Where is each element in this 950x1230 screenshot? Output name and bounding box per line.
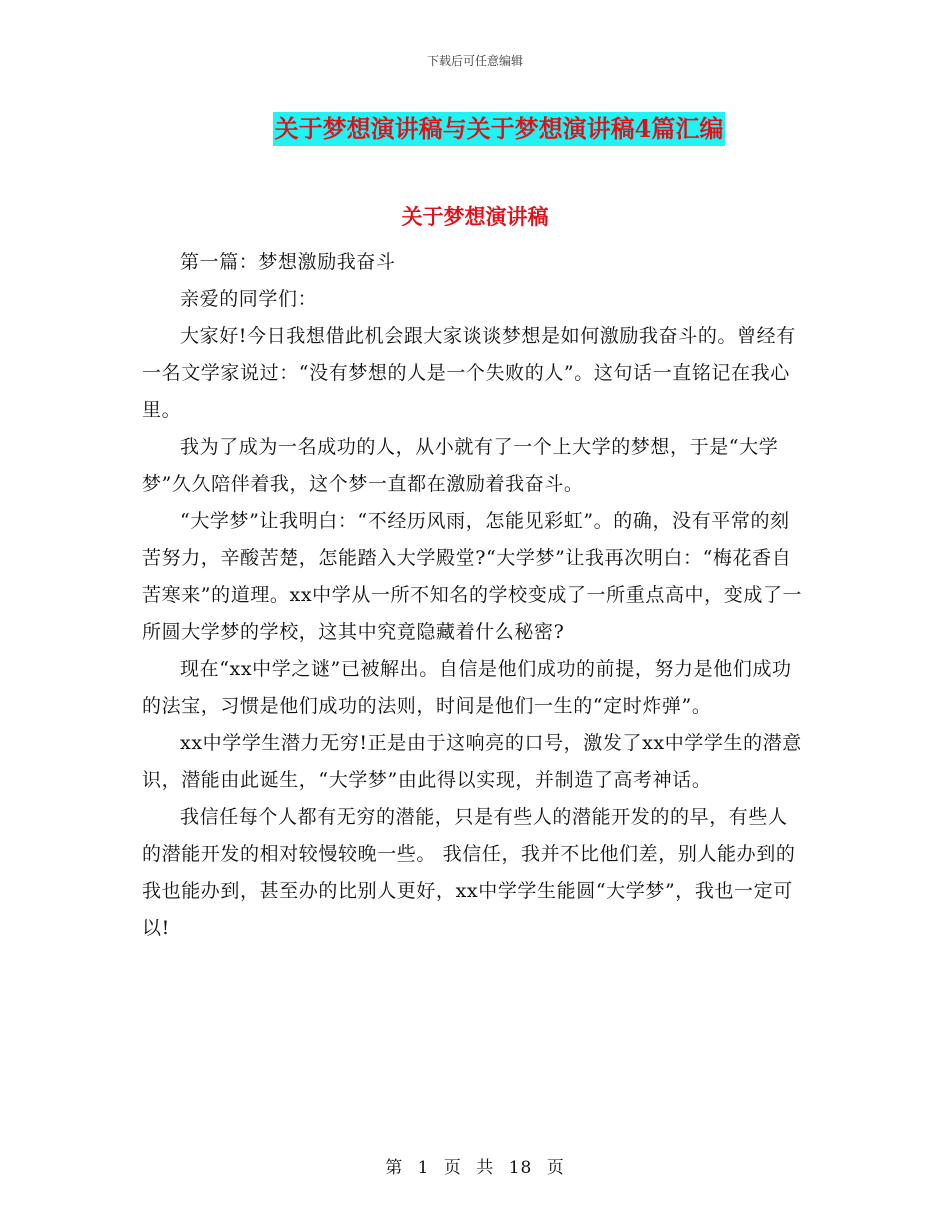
document-title-container bbox=[0, 112, 950, 146]
footer-total-pages: 18 bbox=[508, 1158, 533, 1178]
footer-total-word: 共 bbox=[476, 1158, 495, 1178]
footer-prefix: 第 bbox=[385, 1158, 404, 1178]
paragraph: xx中学学生潜力无穷!正是由于这响亮的口号，激发了xx中学学生的潜意识，潜能由此诞生，“大学梦”由此得以实现，并制造了高考神话。 bbox=[142, 732, 802, 791]
footer-suffix: 页 bbox=[546, 1158, 565, 1178]
paragraph: “大学梦”让我明白：“不经历风雨，怎能见彩虹”。的确，没有平常的刻苦努力，辛酸苦楚，怎能踏入大学殿堂?“大学梦”让我再次明白：“梅花香自苦寒来”的道理。xx中学从一所不知名的学校变成了一所重点高中，变成了一所圆大学梦的学校，这其中究竟隐藏着什么秘密? bbox=[142, 510, 803, 643]
paragraph: 大家好!今日我想借此机会跟大家谈谈梦想是如何激励我奋斗的。曾经有一名文学家说过：“没有梦想的人是一个失败的人”。这句话一直铭记在我心里。 bbox=[142, 325, 796, 421]
section-title: 关于梦想演讲稿 bbox=[401, 204, 549, 229]
paragraph: 亲爱的同学们： bbox=[180, 288, 318, 310]
paragraph: 我为了成为一名成功的人，从小就有了一个上大学的梦想，于是“大学梦”久久陪伴着我，这个梦一直都在激励着我奋斗。 bbox=[142, 436, 779, 495]
header-note: 下载后可任意编辑 bbox=[426, 54, 523, 68]
paragraph: 现在“xx中学之谜”已被解出。自信是他们成功的前提，努力是他们成功的法宝，习惯是他们成功的法则，时间是他们一生的“定时炸弹”。 bbox=[142, 658, 792, 717]
paragraph: 我信任每个人都有无穷的潜能，只是有些人的潜能开发的的早，有些人的潜能开发的相对较慢较晚一些。 我信任，我并不比他们差，别人能办到的我也能办到，甚至办的比别人更好，xx中学学生能圆“大学梦”，我也一定可以! bbox=[142, 806, 796, 939]
document-title: 关于梦想演讲稿与关于梦想演讲稿4篇汇编 bbox=[273, 112, 726, 146]
page-footer bbox=[0, 1153, 950, 1178]
footer-page-number: 1 bbox=[417, 1158, 430, 1178]
footer-page-word: 页 bbox=[443, 1158, 462, 1178]
paragraph: 第一篇：梦想激励我奋斗 bbox=[180, 251, 396, 273]
document-body bbox=[142, 244, 806, 947]
